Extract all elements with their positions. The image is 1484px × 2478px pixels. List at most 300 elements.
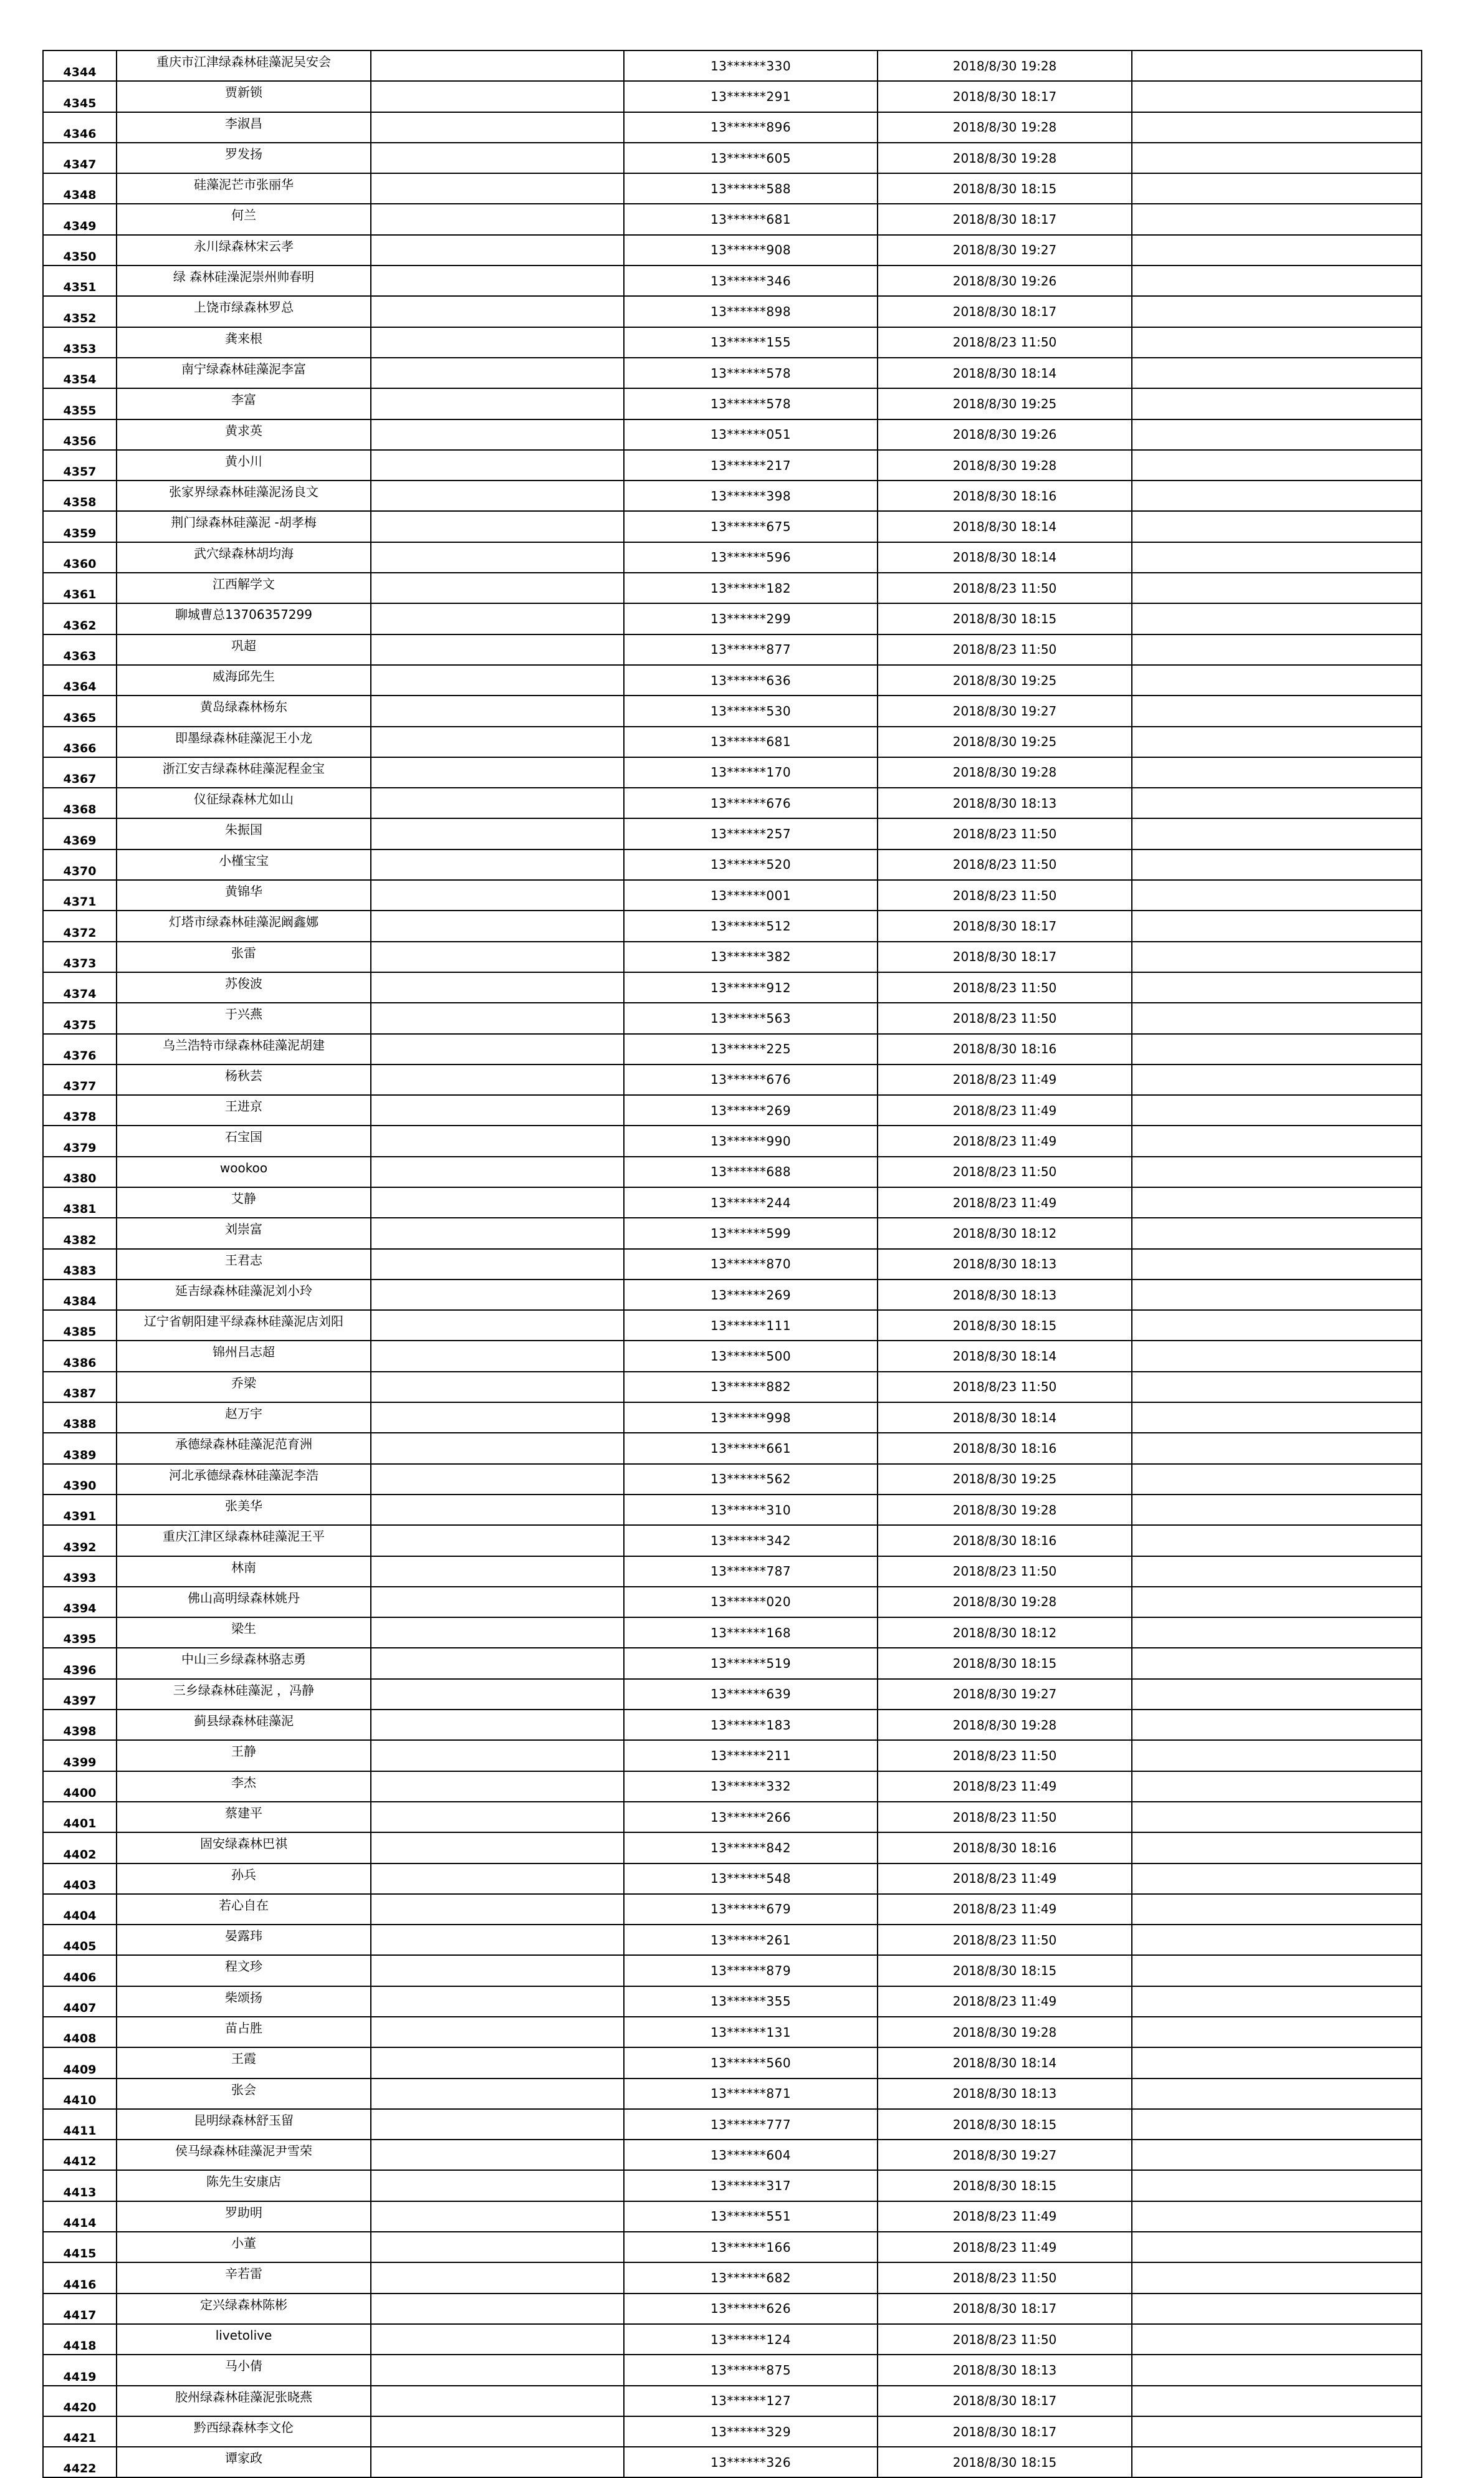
empty-cell bbox=[371, 2140, 624, 2170]
timestamp: 2018/8/23 11:50 bbox=[878, 2262, 1132, 2293]
empty-cell bbox=[371, 1771, 624, 1802]
phone-number: 13******560 bbox=[624, 2047, 878, 2078]
empty-cell bbox=[1132, 143, 1422, 173]
customer-name: 黄求英 bbox=[117, 419, 371, 450]
empty-cell bbox=[1132, 81, 1422, 112]
table-row bbox=[43, 1218, 1422, 1248]
customer-name: 蔡建平 bbox=[117, 1802, 371, 1832]
row-number: 4344 bbox=[43, 50, 117, 81]
table-row bbox=[43, 1464, 1422, 1495]
row-number: 4361 bbox=[43, 573, 117, 603]
table-row bbox=[43, 818, 1422, 849]
customer-name: 晏露玮 bbox=[117, 1925, 371, 1955]
table-row bbox=[43, 296, 1422, 327]
empty-cell bbox=[1132, 634, 1422, 665]
empty-cell bbox=[1132, 603, 1422, 634]
phone-number: 13******661 bbox=[624, 1433, 878, 1463]
timestamp: 2018/8/23 11:49 bbox=[878, 2201, 1132, 2232]
customer-name: 石宝国 bbox=[117, 1126, 371, 1156]
phone-number: 13******871 bbox=[624, 2079, 878, 2109]
timestamp: 2018/8/30 18:14 bbox=[878, 511, 1132, 542]
empty-cell bbox=[371, 1126, 624, 1156]
row-number: 4351 bbox=[43, 266, 117, 296]
row-number: 4362 bbox=[43, 603, 117, 634]
empty-cell bbox=[371, 266, 624, 296]
customer-name: 苗占胜 bbox=[117, 2017, 371, 2047]
phone-number: 13******170 bbox=[624, 757, 878, 788]
timestamp: 2018/8/30 19:27 bbox=[878, 1679, 1132, 1710]
timestamp: 2018/8/30 18:13 bbox=[878, 2355, 1132, 2385]
customer-name: 张会 bbox=[117, 2079, 371, 2109]
phone-number: 13******111 bbox=[624, 1310, 878, 1341]
table-row bbox=[43, 450, 1422, 481]
table-row bbox=[43, 1064, 1422, 1095]
timestamp: 2018/8/30 18:17 bbox=[878, 2386, 1132, 2416]
customer-name: 乔梁 bbox=[117, 1372, 371, 1402]
timestamp: 2018/8/30 18:12 bbox=[878, 1617, 1132, 1648]
empty-cell bbox=[1132, 481, 1422, 511]
table-row bbox=[43, 1955, 1422, 1986]
empty-cell bbox=[371, 1187, 624, 1218]
customer-name: 艾静 bbox=[117, 1187, 371, 1218]
empty-cell bbox=[1132, 1925, 1422, 1955]
empty-cell bbox=[1132, 1034, 1422, 1064]
empty-cell bbox=[371, 2416, 624, 2447]
empty-cell bbox=[371, 2232, 624, 2262]
customer-name: 贾新锁 bbox=[117, 81, 371, 112]
empty-cell bbox=[1132, 880, 1422, 911]
timestamp: 2018/8/30 18:15 bbox=[878, 2170, 1132, 2201]
empty-cell bbox=[371, 1955, 624, 1986]
empty-cell bbox=[371, 1341, 624, 1371]
timestamp: 2018/8/30 19:28 bbox=[878, 2017, 1132, 2047]
phone-number: 13******182 bbox=[624, 573, 878, 603]
empty-cell bbox=[371, 1157, 624, 1187]
customer-name: 巩超 bbox=[117, 634, 371, 665]
empty-cell bbox=[1132, 2447, 1422, 2477]
timestamp: 2018/8/30 18:13 bbox=[878, 788, 1132, 818]
empty-cell bbox=[371, 757, 624, 788]
row-number: 4421 bbox=[43, 2416, 117, 2447]
empty-cell bbox=[371, 1740, 624, 1771]
phone-number: 13******596 bbox=[624, 542, 878, 573]
empty-cell bbox=[1132, 173, 1422, 204]
customer-name: wookoo bbox=[117, 1157, 371, 1187]
row-number: 4346 bbox=[43, 112, 117, 143]
table-row bbox=[43, 2109, 1422, 2140]
row-number: 4360 bbox=[43, 542, 117, 573]
row-number: 4387 bbox=[43, 1372, 117, 1402]
phone-number: 13******639 bbox=[624, 1679, 878, 1710]
empty-cell bbox=[1132, 1679, 1422, 1710]
row-number: 4396 bbox=[43, 1648, 117, 1678]
customer-name: 重庆江津区绿森林硅藻泥王平 bbox=[117, 1525, 371, 1556]
timestamp: 2018/8/30 18:17 bbox=[878, 2416, 1132, 2447]
row-number: 4365 bbox=[43, 696, 117, 726]
customer-name: 昆明绿森林舒玉留 bbox=[117, 2109, 371, 2140]
empty-cell bbox=[371, 419, 624, 450]
timestamp: 2018/8/30 18:17 bbox=[878, 204, 1132, 234]
row-number: 4422 bbox=[43, 2447, 117, 2477]
empty-cell bbox=[1132, 2416, 1422, 2447]
timestamp: 2018/8/30 18:12 bbox=[878, 1218, 1132, 1248]
empty-cell bbox=[1132, 1617, 1422, 1648]
empty-cell bbox=[1132, 1556, 1422, 1587]
customer-name: 梁生 bbox=[117, 1617, 371, 1648]
timestamp: 2018/8/30 18:15 bbox=[878, 1310, 1132, 1341]
empty-cell bbox=[371, 1402, 624, 1433]
phone-number: 13******682 bbox=[624, 2262, 878, 2293]
table-row bbox=[43, 2262, 1422, 2293]
empty-cell bbox=[371, 2355, 624, 2385]
phone-number: 13******332 bbox=[624, 1771, 878, 1802]
timestamp: 2018/8/30 18:14 bbox=[878, 1402, 1132, 1433]
timestamp: 2018/8/30 18:13 bbox=[878, 1280, 1132, 1310]
timestamp: 2018/8/30 18:16 bbox=[878, 1433, 1132, 1463]
table-row bbox=[43, 1372, 1422, 1402]
timestamp: 2018/8/30 19:28 bbox=[878, 1710, 1132, 1740]
phone-number: 13******578 bbox=[624, 358, 878, 388]
phone-number: 13******326 bbox=[624, 2447, 878, 2477]
empty-cell bbox=[1132, 757, 1422, 788]
empty-cell bbox=[371, 1372, 624, 1402]
phone-number: 13******266 bbox=[624, 1802, 878, 1832]
phone-number: 13******688 bbox=[624, 1157, 878, 1187]
empty-cell bbox=[1132, 1064, 1422, 1095]
table-row bbox=[43, 727, 1422, 757]
phone-number: 13******382 bbox=[624, 942, 878, 972]
empty-cell bbox=[371, 2170, 624, 2201]
row-number: 4404 bbox=[43, 1894, 117, 1925]
row-number: 4357 bbox=[43, 450, 117, 481]
empty-cell bbox=[1132, 573, 1422, 603]
empty-cell bbox=[1132, 2140, 1422, 2170]
table-row bbox=[43, 1894, 1422, 1925]
phone-number: 13******131 bbox=[624, 2017, 878, 2047]
timestamp: 2018/8/30 18:15 bbox=[878, 2447, 1132, 2477]
empty-cell bbox=[1132, 1771, 1422, 1802]
empty-cell bbox=[371, 481, 624, 511]
phone-number: 13******512 bbox=[624, 911, 878, 941]
table-row bbox=[43, 1003, 1422, 1033]
timestamp: 2018/8/30 19:28 bbox=[878, 450, 1132, 481]
data-table bbox=[42, 50, 1422, 2478]
phone-number: 13******636 bbox=[624, 665, 878, 696]
timestamp: 2018/8/23 11:50 bbox=[878, 634, 1132, 665]
customer-name: 聊城曹总13706357299 bbox=[117, 603, 371, 634]
row-number: 4373 bbox=[43, 942, 117, 972]
phone-number: 13******329 bbox=[624, 2416, 878, 2447]
customer-name: 王君志 bbox=[117, 1249, 371, 1280]
timestamp: 2018/8/30 18:16 bbox=[878, 1034, 1132, 1064]
row-number: 4403 bbox=[43, 1863, 117, 1894]
table-row bbox=[43, 143, 1422, 173]
timestamp: 2018/8/23 11:50 bbox=[878, 1157, 1132, 1187]
empty-cell bbox=[1132, 696, 1422, 726]
timestamp: 2018/8/23 11:49 bbox=[878, 1894, 1132, 1925]
empty-cell bbox=[1132, 1372, 1422, 1402]
table-row bbox=[43, 50, 1422, 81]
phone-number: 13******676 bbox=[624, 1064, 878, 1095]
table-row bbox=[43, 1832, 1422, 1863]
phone-number: 13******155 bbox=[624, 327, 878, 358]
timestamp: 2018/8/23 11:50 bbox=[878, 1003, 1132, 1033]
empty-cell bbox=[371, 2294, 624, 2324]
row-number: 4363 bbox=[43, 634, 117, 665]
table-row bbox=[43, 388, 1422, 419]
phone-number: 13******519 bbox=[624, 1648, 878, 1678]
timestamp: 2018/8/23 11:50 bbox=[878, 972, 1132, 1003]
row-number: 4366 bbox=[43, 727, 117, 757]
phone-number: 13******777 bbox=[624, 2109, 878, 2140]
timestamp: 2018/8/30 18:15 bbox=[878, 1648, 1132, 1678]
timestamp: 2018/8/23 11:50 bbox=[878, 849, 1132, 880]
empty-cell bbox=[1132, 665, 1422, 696]
phone-number: 13******588 bbox=[624, 173, 878, 204]
empty-cell bbox=[1132, 1863, 1422, 1894]
timestamp: 2018/8/30 18:13 bbox=[878, 2079, 1132, 2109]
customer-name: 三乡绿森林硅藻泥 ，冯静 bbox=[117, 1679, 371, 1710]
row-number: 4391 bbox=[43, 1495, 117, 1525]
table-row bbox=[43, 481, 1422, 511]
timestamp: 2018/8/23 11:49 bbox=[878, 1095, 1132, 1126]
timestamp: 2018/8/30 18:17 bbox=[878, 2294, 1132, 2324]
customer-name: 杨秋芸 bbox=[117, 1064, 371, 1095]
row-number: 4398 bbox=[43, 1710, 117, 1740]
empty-cell bbox=[371, 1894, 624, 1925]
timestamp: 2018/8/23 11:49 bbox=[878, 2232, 1132, 2262]
empty-cell bbox=[1132, 450, 1422, 481]
empty-cell bbox=[1132, 2355, 1422, 2385]
empty-cell bbox=[1132, 1986, 1422, 2017]
empty-cell bbox=[1132, 1495, 1422, 1525]
table-row bbox=[43, 634, 1422, 665]
empty-cell bbox=[1132, 266, 1422, 296]
empty-cell bbox=[371, 450, 624, 481]
row-number: 4352 bbox=[43, 296, 117, 327]
phone-number: 13******898 bbox=[624, 296, 878, 327]
row-number: 4386 bbox=[43, 1341, 117, 1371]
phone-number: 13******990 bbox=[624, 1126, 878, 1156]
phone-number: 13******530 bbox=[624, 696, 878, 726]
phone-number: 13******626 bbox=[624, 2294, 878, 2324]
empty-cell bbox=[1132, 1525, 1422, 1556]
row-number: 4411 bbox=[43, 2109, 117, 2140]
table-row bbox=[43, 942, 1422, 972]
phone-number: 13******896 bbox=[624, 112, 878, 143]
timestamp: 2018/8/30 18:14 bbox=[878, 2047, 1132, 2078]
customer-name: 小董 bbox=[117, 2232, 371, 2262]
customer-name: 李淑昌 bbox=[117, 112, 371, 143]
table-row bbox=[43, 112, 1422, 143]
customer-name: 谭家政 bbox=[117, 2447, 371, 2477]
table-row bbox=[43, 419, 1422, 450]
row-number: 4408 bbox=[43, 2017, 117, 2047]
table-row bbox=[43, 266, 1422, 296]
table-row bbox=[43, 1986, 1422, 2017]
empty-cell bbox=[371, 1679, 624, 1710]
row-number: 4416 bbox=[43, 2262, 117, 2293]
table-row bbox=[43, 2324, 1422, 2355]
empty-cell bbox=[371, 1064, 624, 1095]
customer-name: 重庆市江津绿森林硅藻泥吴安会 bbox=[117, 50, 371, 81]
row-number: 4380 bbox=[43, 1157, 117, 1187]
timestamp: 2018/8/23 11:49 bbox=[878, 1064, 1132, 1095]
customer-name: 辽宁省朝阳建平绿森林硅藻泥店刘阳 bbox=[117, 1310, 371, 1341]
empty-cell bbox=[371, 173, 624, 204]
timestamp: 2018/8/23 11:49 bbox=[878, 1863, 1132, 1894]
table-row bbox=[43, 788, 1422, 818]
table-row bbox=[43, 1740, 1422, 1771]
row-number: 4415 bbox=[43, 2232, 117, 2262]
table-row bbox=[43, 2386, 1422, 2416]
empty-cell bbox=[371, 1863, 624, 1894]
table-row bbox=[43, 1525, 1422, 1556]
empty-cell bbox=[1132, 2232, 1422, 2262]
empty-cell bbox=[371, 1648, 624, 1678]
customer-name: 张雷 bbox=[117, 942, 371, 972]
phone-number: 13******882 bbox=[624, 1372, 878, 1402]
empty-cell bbox=[1132, 50, 1422, 81]
phone-number: 13******675 bbox=[624, 511, 878, 542]
row-number: 4401 bbox=[43, 1802, 117, 1832]
customer-name: 王进京 bbox=[117, 1095, 371, 1126]
row-number: 4382 bbox=[43, 1218, 117, 1248]
empty-cell bbox=[1132, 2017, 1422, 2047]
table-row bbox=[43, 358, 1422, 388]
phone-number: 13******291 bbox=[624, 81, 878, 112]
row-number: 4379 bbox=[43, 1126, 117, 1156]
row-number: 4374 bbox=[43, 972, 117, 1003]
empty-cell bbox=[371, 1310, 624, 1341]
phone-number: 13******877 bbox=[624, 634, 878, 665]
empty-cell bbox=[371, 1710, 624, 1740]
table-row bbox=[43, 849, 1422, 880]
table-row bbox=[43, 204, 1422, 234]
timestamp: 2018/8/30 18:13 bbox=[878, 1249, 1132, 1280]
phone-number: 13******875 bbox=[624, 2355, 878, 2385]
empty-cell bbox=[371, 573, 624, 603]
customer-name: 张美华 bbox=[117, 1495, 371, 1525]
phone-number: 13******299 bbox=[624, 603, 878, 634]
timestamp: 2018/8/30 18:17 bbox=[878, 296, 1132, 327]
table-row bbox=[43, 1341, 1422, 1371]
timestamp: 2018/8/30 18:15 bbox=[878, 2109, 1132, 2140]
phone-number: 13******355 bbox=[624, 1986, 878, 2017]
phone-number: 13******261 bbox=[624, 1925, 878, 1955]
customer-name: 锦州吕志超 bbox=[117, 1341, 371, 1371]
customer-name: 江西解学文 bbox=[117, 573, 371, 603]
table-row bbox=[43, 2447, 1422, 2477]
table-row bbox=[43, 81, 1422, 112]
timestamp: 2018/8/30 18:14 bbox=[878, 358, 1132, 388]
empty-cell bbox=[371, 634, 624, 665]
empty-cell bbox=[1132, 296, 1422, 327]
empty-cell bbox=[1132, 1740, 1422, 1771]
row-number: 4369 bbox=[43, 818, 117, 849]
customer-name: 罗发扬 bbox=[117, 143, 371, 173]
empty-cell bbox=[1132, 204, 1422, 234]
table-row bbox=[43, 1280, 1422, 1310]
empty-cell bbox=[371, 849, 624, 880]
table-row bbox=[43, 2294, 1422, 2324]
phone-number: 13******578 bbox=[624, 388, 878, 419]
table-row bbox=[43, 1034, 1422, 1064]
empty-cell bbox=[1132, 1157, 1422, 1187]
empty-cell bbox=[371, 1832, 624, 1863]
timestamp: 2018/8/30 19:26 bbox=[878, 419, 1132, 450]
table-row bbox=[43, 1556, 1422, 1587]
row-number: 4388 bbox=[43, 1402, 117, 1433]
empty-cell bbox=[371, 2201, 624, 2232]
timestamp: 2018/8/23 11:50 bbox=[878, 1802, 1132, 1832]
empty-cell bbox=[1132, 1310, 1422, 1341]
phone-number: 13******342 bbox=[624, 1525, 878, 1556]
empty-cell bbox=[371, 1925, 624, 1955]
empty-cell bbox=[371, 942, 624, 972]
customer-name: 侯马绿森林硅藻泥尹雪荣 bbox=[117, 2140, 371, 2170]
timestamp: 2018/8/30 18:17 bbox=[878, 911, 1132, 941]
empty-cell bbox=[1132, 1187, 1422, 1218]
empty-cell bbox=[1132, 2047, 1422, 2078]
timestamp: 2018/8/30 19:28 bbox=[878, 50, 1132, 81]
phone-number: 13******269 bbox=[624, 1095, 878, 1126]
row-number: 4390 bbox=[43, 1464, 117, 1495]
customer-name: 黄锦华 bbox=[117, 880, 371, 911]
row-number: 4407 bbox=[43, 1986, 117, 2017]
row-number: 4345 bbox=[43, 81, 117, 112]
empty-cell bbox=[371, 1280, 624, 1310]
timestamp: 2018/8/23 11:50 bbox=[878, 1372, 1132, 1402]
customer-name: 中山三乡绿森林骆志勇 bbox=[117, 1648, 371, 1678]
row-number: 4392 bbox=[43, 1525, 117, 1556]
empty-cell bbox=[1132, 1126, 1422, 1156]
timestamp: 2018/8/30 19:27 bbox=[878, 235, 1132, 266]
timestamp: 2018/8/30 18:17 bbox=[878, 81, 1132, 112]
row-number: 4394 bbox=[43, 1587, 117, 1617]
table-body bbox=[43, 50, 1422, 2477]
empty-cell bbox=[371, 727, 624, 757]
empty-cell bbox=[1132, 1249, 1422, 1280]
phone-number: 13******998 bbox=[624, 1402, 878, 1433]
timestamp: 2018/8/23 11:50 bbox=[878, 818, 1132, 849]
row-number: 4367 bbox=[43, 757, 117, 788]
timestamp: 2018/8/23 11:50 bbox=[878, 573, 1132, 603]
customer-name: 王静 bbox=[117, 1740, 371, 1771]
timestamp: 2018/8/30 19:26 bbox=[878, 266, 1132, 296]
table-row bbox=[43, 2140, 1422, 2170]
empty-cell bbox=[371, 2262, 624, 2293]
empty-cell bbox=[371, 112, 624, 143]
row-number: 4354 bbox=[43, 358, 117, 388]
empty-cell bbox=[371, 2447, 624, 2477]
empty-cell bbox=[371, 972, 624, 1003]
empty-cell bbox=[1132, 112, 1422, 143]
row-number: 4384 bbox=[43, 1280, 117, 1310]
row-number: 4412 bbox=[43, 2140, 117, 2170]
row-number: 4364 bbox=[43, 665, 117, 696]
table-row bbox=[43, 911, 1422, 941]
row-number: 4359 bbox=[43, 511, 117, 542]
customer-name: 胶州绿森林硅藻泥张晓燕 bbox=[117, 2386, 371, 2416]
empty-cell bbox=[1132, 1095, 1422, 1126]
timestamp: 2018/8/30 19:25 bbox=[878, 727, 1132, 757]
table-row bbox=[43, 1679, 1422, 1710]
empty-cell bbox=[1132, 2324, 1422, 2355]
row-number: 4377 bbox=[43, 1064, 117, 1095]
phone-number: 13******908 bbox=[624, 235, 878, 266]
empty-cell bbox=[1132, 1832, 1422, 1863]
